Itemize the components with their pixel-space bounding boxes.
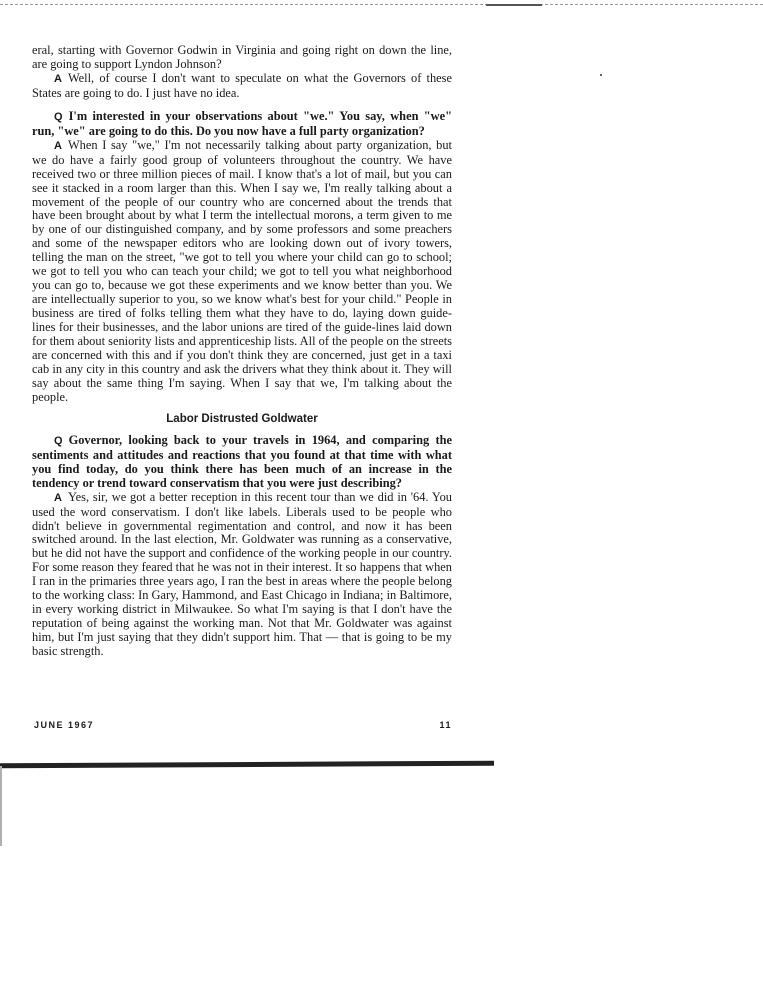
paragraph-text: Well, of course I don't want to speculate on what the Governors of these States are going to do. I just have no idea.: [32, 70, 452, 100]
scan-edge-bar: [0, 761, 494, 769]
page-number: 11: [439, 720, 452, 730]
question-label: Q: [54, 110, 63, 123]
section-subhead: Labor Distrusted Goldwater: [166, 412, 318, 425]
answer-paragraph: [32, 139, 452, 405]
scan-speck: [600, 74, 602, 76]
paragraph-text: Yes, sir, we got a better reception in this recent tour than we did in '64. You used the word conservatism. I don't like labels. Liberals used to be people who didn't believe in governmental regimentation and control, and now it has been switched around. In the last election, Mr. Goldwater was running as a conservative, but he did not have the support and confidence of the working people in our country. For some reason they feared that he was not in their interest. It so happens that when I ran in the primaries three years ago, I ran the best in areas where the people belong to the working class: In Gary, Hammond, and East Chicago in Indiana; in Baltimore, in every working district in Milwaukee. So what I'm saying is that I don't have the reputation of being against the working man. Not that Mr. Goldwater was against him, but I'm just saying that they didn't support him. That — that is going to be my basic strength.: [32, 489, 452, 659]
issue-date: JUNE 1967: [34, 720, 95, 730]
top-edge-rule: [0, 4, 763, 5]
continued-paragraph: [32, 44, 452, 72]
paragraph-text: When I say "we," I'm not necessarily talking about party organization, but we do have a fairly good group of volunteers throughout the country. We have received two or three million pieces of mail. I know that's a lot of mail, but you can see it stacked in a room larger than this. When I say we, I'm really talking about a movement of the people of our country who are concerned about the trends that have been brought about by what I term the intellectual morons, a term given to me by one of our distinguished company, and by some professors and some preachers and some of the newspaper editors who are looking down out of ivory towers, telling the man on the street, "we got to tell you where your child can go to school; we got to tell you who can teach your child; we got to tell you what neighborhood you can go to, because we got these experiments and we know better than you. We are intellectually superior to you, so we know what's best for your child." People in business are tired of folks telling them what they have to do, laying down guide-lines for their businesses, and the labor unions are tired of the guide-lines laid down for them about seniority lists and apprenticeship lists. All of the people on the streets are concerned with this and if you don't think they are concerned, just get in a taxi cab in any city in this country and ask the drivers what they think about it. They will say about the same thing I'm saying. When I say that we, I'm talking about the people.: [32, 137, 452, 404]
answer-paragraph: [32, 491, 452, 659]
paragraph-text: Governor, looking back to your travels in 1964, and comparing the sentiments and attitudes and reactions that you found at that time with what you find today, do you think there has been much of an increase in the tendency or trend toward conservatism that you were just describing?: [32, 432, 452, 490]
question-paragraph: [32, 110, 452, 139]
question-label: Q: [54, 434, 63, 447]
paragraph-text: I'm interested in your observations about "we." You say, when "we" run, "we" are going to do this. Do you now have a full party organization?: [32, 108, 452, 138]
answer-label: A: [54, 139, 62, 152]
interview-block-1: [32, 44, 452, 405]
answer-label: A: [54, 491, 62, 504]
answer-paragraph: [32, 72, 452, 101]
answer-label: A: [54, 72, 62, 85]
paragraph-text: eral, starting with Governor Godwin in Virginia and going right on down the line, are going to support Lyndon Johnson?: [32, 43, 452, 71]
question-paragraph: [32, 434, 452, 491]
interview-block-2: [32, 434, 452, 659]
scan-left-edge: [0, 766, 2, 846]
article-column: [32, 44, 452, 659]
top-edge-mark: [486, 4, 542, 6]
page-footer: [34, 720, 452, 734]
